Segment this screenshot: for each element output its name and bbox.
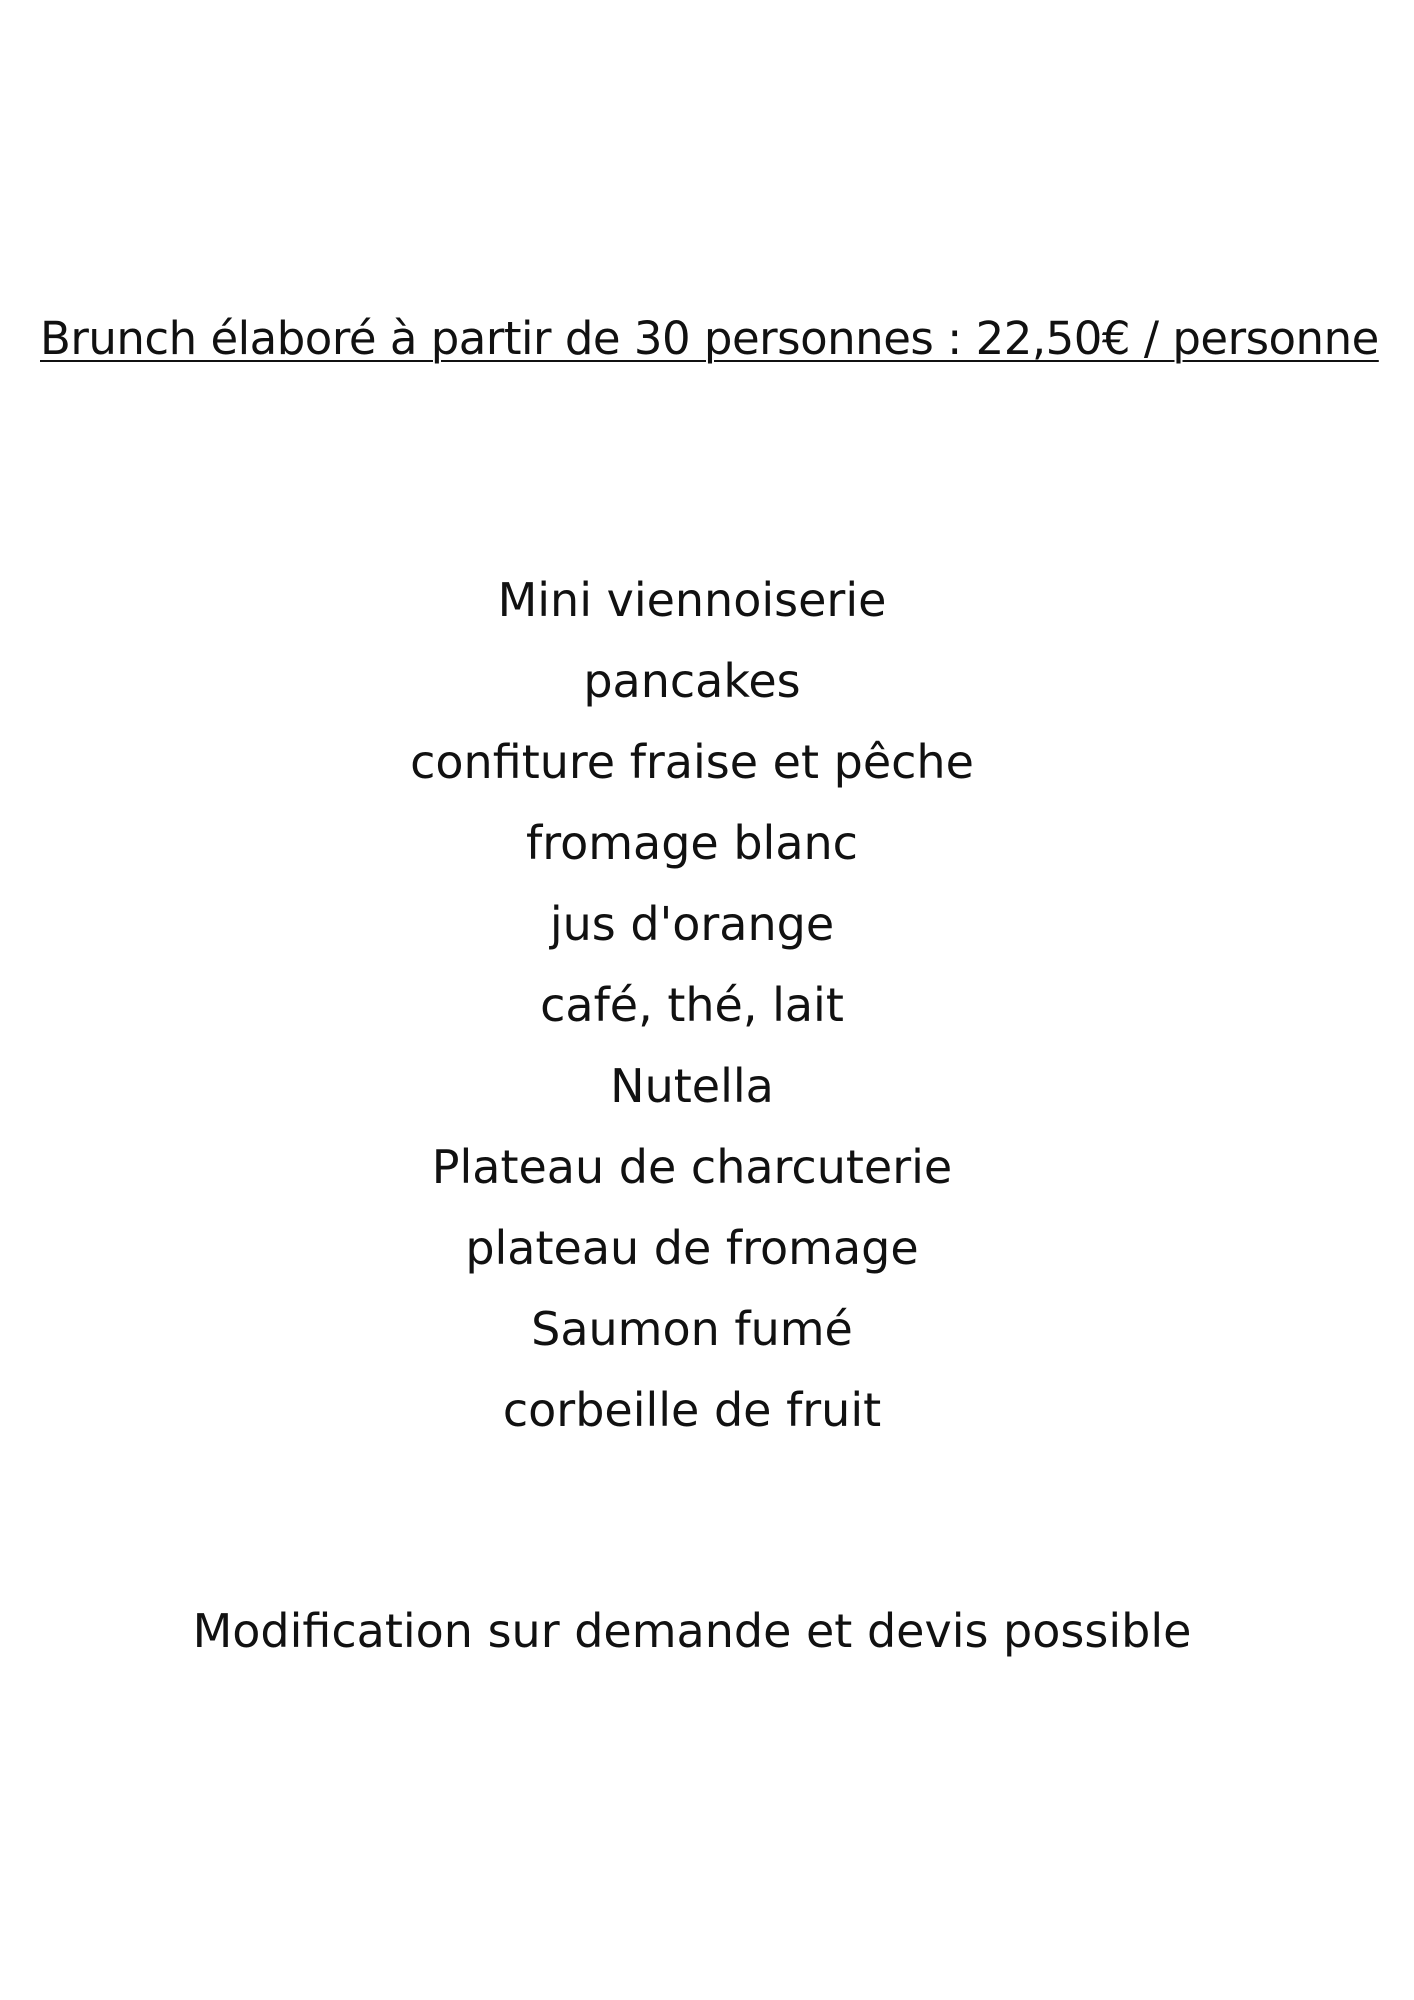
menu-item: pancakes xyxy=(583,654,801,708)
menu-item: jus d'orange xyxy=(549,897,835,951)
menu-item: Saumon fumé xyxy=(531,1302,853,1356)
menu-item: corbeille de fruit xyxy=(502,1383,882,1437)
menu-item: fromage blanc xyxy=(526,816,858,870)
menu-item: Plateau de charcuterie xyxy=(431,1140,953,1194)
menu-item: confiture fraise et pêche xyxy=(410,735,974,789)
brunch-offer-heading: Brunch élaboré à partir de 30 personnes : 22,50€ / personne xyxy=(40,312,1379,365)
menu-item: plateau de fromage xyxy=(465,1221,919,1275)
modification-note: Modification sur demande et devis possible xyxy=(192,1604,1192,1658)
menu-item: Nutella xyxy=(610,1059,774,1113)
menu-item: Mini viennoiserie xyxy=(497,573,887,627)
menu-items-list xyxy=(0,560,1414,1451)
menu-item: café, thé, lait xyxy=(540,978,844,1032)
